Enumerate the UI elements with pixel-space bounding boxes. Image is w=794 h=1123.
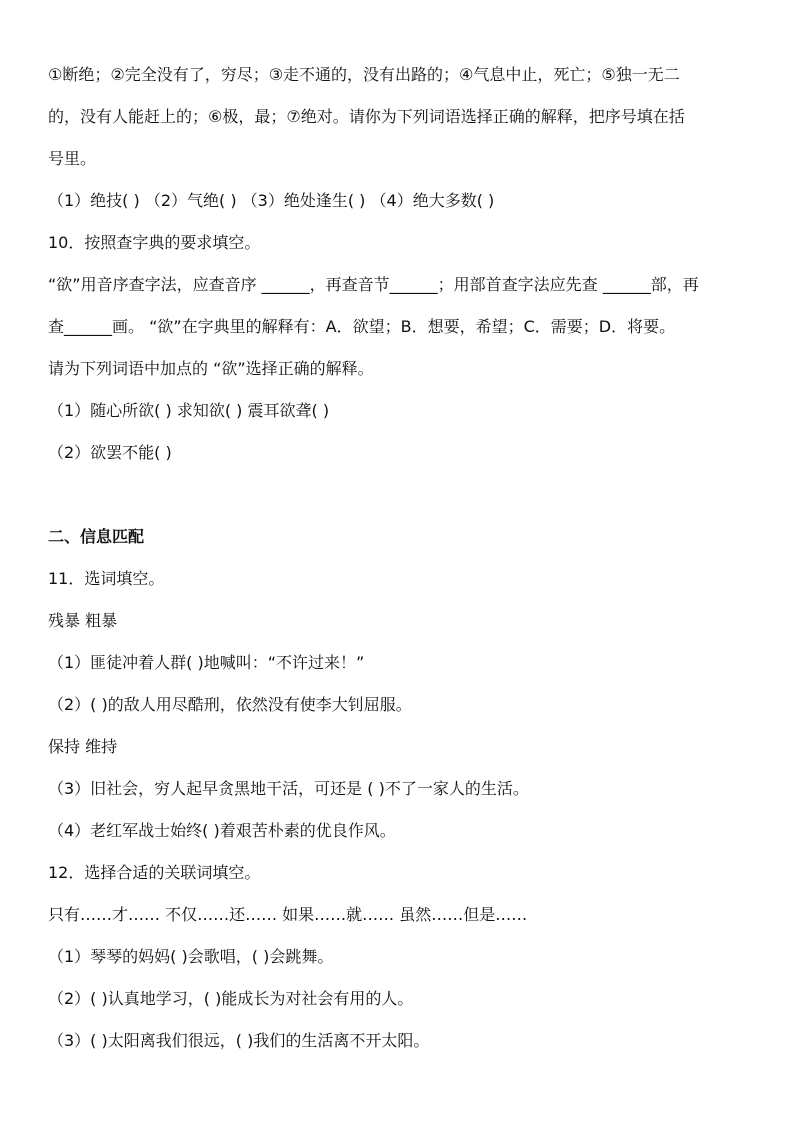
q9-intro-line-3: 号里。 xyxy=(48,149,97,168)
q12-conjunction-options: 只有……才…… 不仅……还…… 如果……就…… 虽然……但是…… xyxy=(48,905,528,924)
q12-sentence-2: （2）( )认真地学习，( )能成长为对社会有用的人。 xyxy=(48,989,414,1008)
q11-sentence-2: （2）( )的敌人用尽酷刑，依然没有使李大钊屈服。 xyxy=(48,695,412,714)
worksheet-page xyxy=(48,54,748,1062)
q11-word-options-1: 残暴 粗暴 xyxy=(48,611,118,630)
q10-title: 10．按照查字典的要求填空。 xyxy=(48,233,261,252)
q10-line-3: 请为下列词语中加点的 “欲”选择正确的解释。 xyxy=(48,359,374,378)
q12-sentence-3: （3）( )太阳离我们很远，( )我们的生活离不开太阳。 xyxy=(48,1031,430,1050)
q12-title: 12．选择合适的关联词填空。 xyxy=(48,863,261,882)
q10-items-2: （2）欲罢不能( ) xyxy=(48,443,172,462)
q11-sentence-4: （4）老红军战士始终( )着艰苦朴素的优良作风。 xyxy=(48,821,396,840)
q9-intro-line-2: 的，没有人能赶上的；⑥极，最；⑦绝对。请你为下列词语选择正确的解释，把序号填在括 xyxy=(48,107,685,126)
q10-items-1: （1）随心所欲( ) 求知欲( ) 震耳欲聋( ) xyxy=(48,401,330,420)
q11-title: 11．选词填空。 xyxy=(48,569,165,588)
q10-line-1: “欲”用音序查字法，应查音序 ______，再查音节______；用部首查字法应先查 ______部，再 xyxy=(48,275,699,294)
q11-word-options-2: 保持 维持 xyxy=(48,737,118,756)
q9-intro-line-1: ①断绝；②完全没有了，穷尽；③走不通的，没有出路的；④气息中止，死亡；⑤独一无二 xyxy=(48,65,680,84)
q10-line-2: 查______画。 “欲”在字典里的解释有：A．欲望；B．想要，希望；C．需要；D．将要。 xyxy=(48,317,676,336)
section-heading-info-match: 二、信息匹配 xyxy=(48,527,145,546)
q11-sentence-1: （1）匪徒冲着人群( )地喊叫：“不许过来！” xyxy=(48,653,365,672)
q9-items: （1）绝技( ) （2）气绝( ) （3）绝处逢生( ) （4）绝大多数( ) xyxy=(48,191,495,210)
q11-sentence-3: （3）旧社会，穷人起早贪黑地干活，可还是 ( )不了一家人的生活。 xyxy=(48,779,529,798)
q12-sentence-1: （1）琴琴的妈妈( )会歌唱，( )会跳舞。 xyxy=(48,947,334,966)
